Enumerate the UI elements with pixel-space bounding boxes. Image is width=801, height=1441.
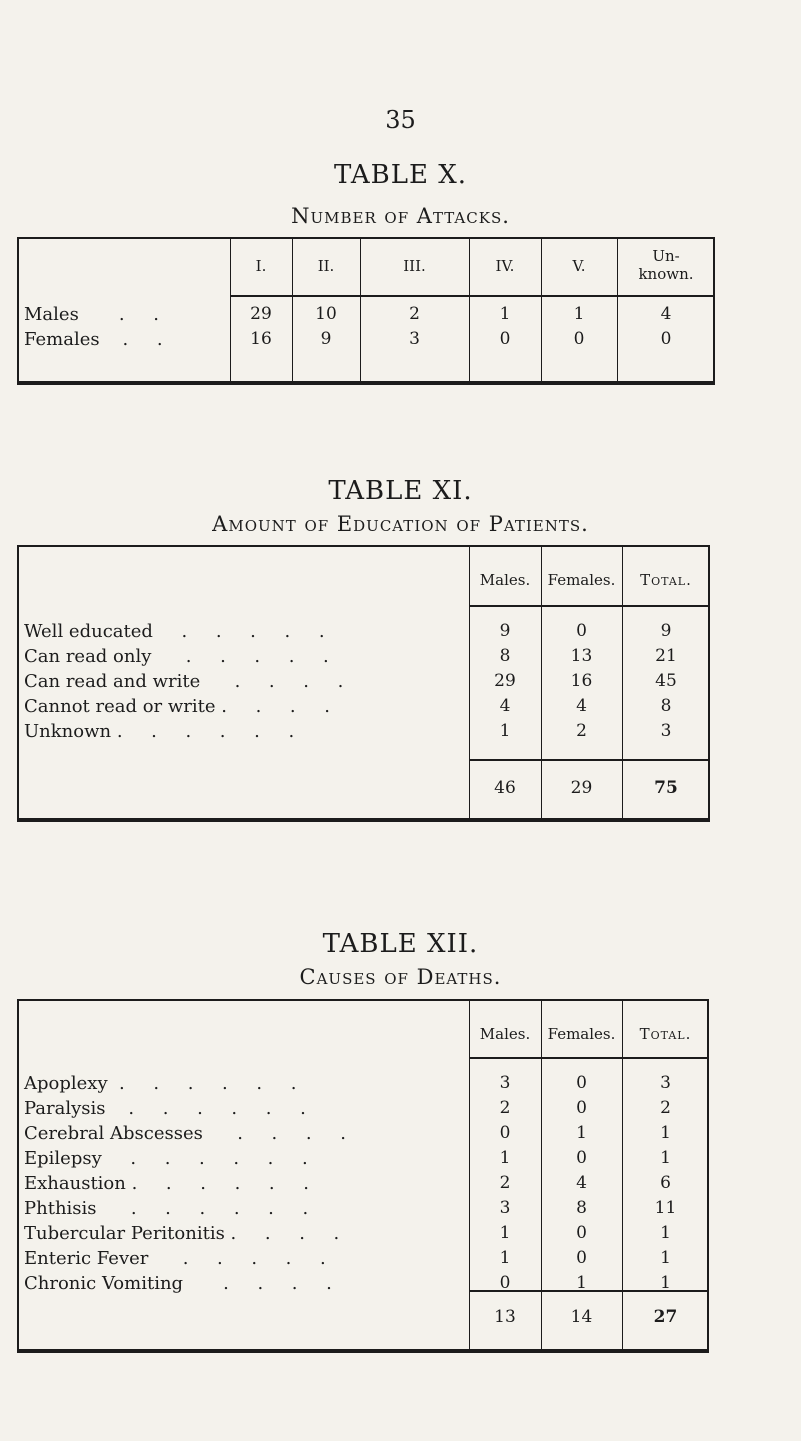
table-x-header-iii: III.: [403, 257, 426, 275]
table-cell: 0: [499, 329, 511, 349]
table-cell: 3: [409, 329, 420, 349]
row-label: Enteric Fever . . . . .: [24, 1248, 326, 1269]
table-cell: 8: [660, 696, 672, 716]
table-xi-header-females: Females.: [547, 571, 616, 589]
table-xii-header-total: Total.: [639, 1025, 692, 1043]
table-cell: 0: [576, 1073, 587, 1093]
row-label: Can read only . . . . .: [24, 646, 329, 667]
table-cell: 9: [660, 621, 672, 641]
table-cell: 16: [570, 671, 593, 691]
table-xi-total-total: 75: [654, 778, 678, 798]
table-x: [17, 237, 715, 385]
table-cell: 29: [250, 304, 272, 324]
table-xi-header-total: Total.: [640, 571, 692, 589]
table-xi: [17, 545, 710, 822]
table-cell: 1: [499, 304, 511, 324]
row-label: Tubercular Peritonitis . . . .: [24, 1223, 340, 1244]
table-x-title: TABLE X.: [333, 160, 468, 190]
row-label: Apoplexy . . . . . .: [24, 1073, 297, 1094]
table-cell: 6: [660, 1173, 671, 1193]
table-xi-total-females: 29: [570, 778, 593, 798]
row-label: Can read and write . . . .: [24, 671, 344, 692]
table-cell: 0: [499, 1273, 511, 1293]
row-label: Chronic Vomiting . . . .: [24, 1273, 332, 1294]
table-cell: 1: [660, 1248, 671, 1268]
table-cell: 1: [499, 1248, 511, 1268]
table-cell: 2: [499, 1173, 511, 1193]
table-cell: 0: [576, 1148, 587, 1168]
table-cell: 1: [660, 1273, 671, 1293]
table-cell: 0: [576, 1223, 587, 1243]
table-cell: 2: [409, 304, 420, 324]
table-cell: 45: [655, 671, 677, 691]
table-cell: 9: [499, 621, 511, 641]
table-cell: 8: [499, 646, 511, 666]
table-cell: 0: [660, 329, 672, 349]
table-xii-subtitle: Causes of Deaths.: [299, 965, 502, 989]
table-cell: 1: [660, 1148, 671, 1168]
table-x-header-ii: II.: [317, 257, 335, 275]
table-x-subtitle: Number of Attacks.: [291, 204, 510, 228]
row-label: Exhaustion . . . . . .: [24, 1173, 309, 1194]
table-cell: 0: [576, 621, 587, 641]
row-label: Cannot read or write . . . .: [24, 696, 330, 717]
table-cell: 3: [660, 721, 672, 741]
table-cell: 1: [576, 1273, 587, 1293]
table-cell: 1: [573, 304, 585, 324]
table-xi-title: TABLE XI.: [328, 476, 473, 506]
table-cell: 16: [250, 329, 272, 349]
table-cell: 2: [576, 721, 587, 741]
row-label: Paralysis . . . . . .: [24, 1098, 306, 1119]
table-x-header-unknown: Un- known.: [638, 247, 694, 283]
table-xii-total-males: 13: [494, 1307, 516, 1327]
row-label: Epilepsy . . . . . .: [24, 1148, 308, 1169]
table-xii-title: TABLE XII.: [322, 929, 479, 959]
row-label: Well educated . . . . .: [24, 621, 325, 642]
table-cell: 29: [494, 671, 516, 691]
table-xii-total-total: 27: [653, 1307, 678, 1327]
table-cell: 8: [576, 1198, 587, 1218]
page-number: 35: [385, 106, 416, 134]
row-label: Cerebral Abscesses . . . .: [24, 1123, 346, 1144]
table-cell: 21: [655, 646, 677, 666]
table-cell: 0: [576, 1248, 587, 1268]
table-cell: 2: [660, 1098, 671, 1118]
table-x-header-i: I.: [255, 257, 267, 275]
row-label: Males . .: [24, 304, 159, 325]
table-xi-total-males: 46: [494, 778, 516, 798]
row-label: Females . .: [24, 329, 163, 350]
table-cell: 1: [499, 1223, 511, 1243]
table-cell: 1: [499, 1148, 511, 1168]
table-cell: 13: [570, 646, 593, 666]
table-cell: 0: [576, 1098, 587, 1118]
table-cell: 2: [499, 1098, 511, 1118]
table-cell: 1: [576, 1123, 587, 1143]
table-cell: 1: [660, 1223, 671, 1243]
table-x-header-iv: IV.: [495, 257, 515, 275]
table-x-header-v: V.: [572, 257, 586, 275]
table-xi-header-males: Males.: [479, 571, 531, 589]
table-cell: 4: [660, 304, 672, 324]
table-cell: 1: [499, 721, 511, 741]
row-label: Phthisis . . . . . .: [24, 1198, 309, 1219]
table-cell: 3: [499, 1073, 511, 1093]
table-xii: [17, 999, 709, 1353]
table-cell: 3: [660, 1073, 671, 1093]
table-cell: 10: [315, 304, 337, 324]
table-xii-header-males: Males.: [479, 1025, 531, 1043]
table-cell: 9: [320, 329, 332, 349]
table-xii-total-females: 14: [570, 1307, 593, 1327]
table-cell: 0: [573, 329, 585, 349]
table-cell: 1: [660, 1123, 671, 1143]
table-cell: 3: [499, 1198, 511, 1218]
table-cell: 11: [654, 1198, 677, 1218]
table-cell: 4: [576, 1173, 587, 1193]
table-xii-header-females: Females.: [547, 1025, 616, 1043]
row-label: Unknown . . . . . .: [24, 721, 295, 742]
table-cell: 4: [576, 696, 587, 716]
table-xi-subtitle: Amount of Education of Patients.: [212, 512, 589, 536]
table-cell: 0: [499, 1123, 511, 1143]
table-cell: 4: [499, 696, 511, 716]
